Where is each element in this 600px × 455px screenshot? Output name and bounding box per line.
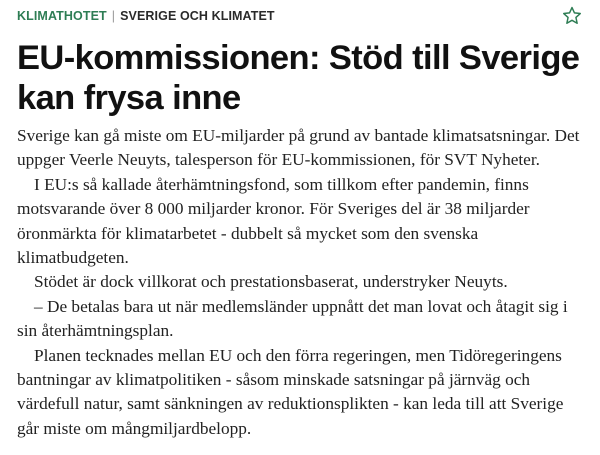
article-quote-paragraph: – De betalas bara ut när medlemsländer uppnått det man lovat och åtagit sig i sin återhämtningsplan.	[17, 296, 568, 341]
article-paragraph: Sverige kan gå miste om EU-miljarder på grund av bantade klimatsatsningar. Det uppger Veerle Neuyts, talesperson för EU-kommissionen, för SVT Nyheter.	[17, 126, 580, 170]
article-paragraph: Planen tecknades mellan EU och den förra regeringen, men Tidöregeringens bantningar av klimatpolitiken - såsom minskade satsningar på järnväg och värdefull natur, samt sänkningen av reduktionsplikten - kan leda till att Sverige går miste om mångmiljardbelopp.	[17, 345, 564, 438]
article-body	[17, 124, 587, 441]
topic-kicker[interactable]: SVERIGE OCH KLIMATET	[120, 9, 275, 23]
article-paragraph: I EU:s så kallade återhämtningsfond, som tillkom efter pandemin, finns motsvarande över 8 000 miljarder kronor. För Sveriges del är 38 miljarder öronmärkta för klimatarbetet - dubbelt så mycket som den svenska klimatbudgeten.	[17, 174, 530, 268]
kicker-separator: |	[111, 9, 116, 23]
article-header	[17, 6, 583, 26]
star-icon[interactable]	[561, 5, 583, 27]
article-headline: EU-kommissionen: Stöd till Sverige kan frysa inne	[17, 39, 580, 117]
section-kicker[interactable]: KLIMATHOTET	[17, 9, 107, 23]
article-paragraph: Stödet är dock villkorat och prestationsbaserat, understryker Neuyts.	[34, 272, 508, 292]
